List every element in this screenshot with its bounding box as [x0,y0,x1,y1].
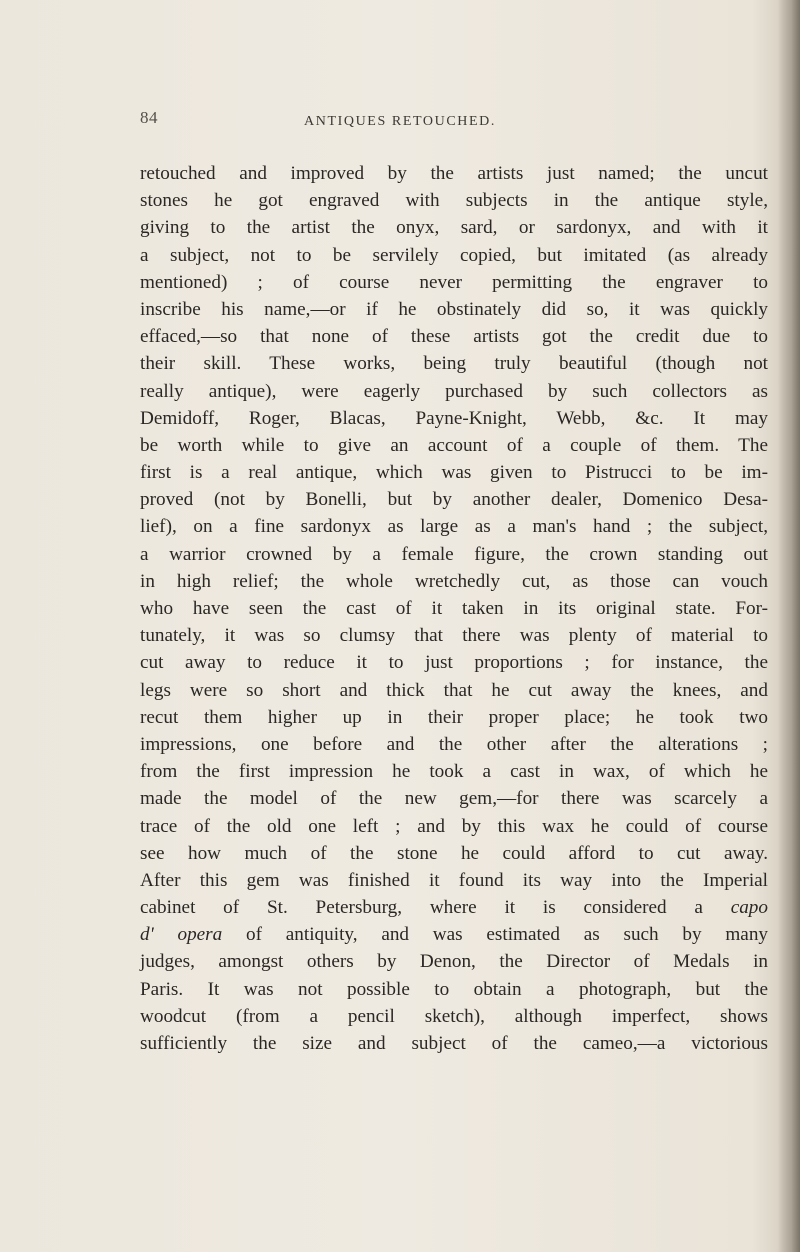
text-line: inscribe his name,—or if he obstinately did so, it was quickly [140,298,768,320]
text-line: Paris. It was not possible to obtain a photograph, but the [140,978,768,1000]
text-line: stones he got engraved with subjects in the antique style, [140,190,768,212]
text-line: their skill. These works, being truly beautiful (though not [140,353,768,375]
text-line: from the first impression he took a cast in wax, of which he [140,761,768,783]
running-head: ANTIQUES RETOUCHED. [304,114,496,129]
text-line: recut them higher up in their proper place; he took two [140,706,768,728]
text-line: After this gem was finished it found its way into the Imperial [140,869,768,891]
text-line: first is a real antique, which was given to Pistrucci to be im- [140,462,768,484]
text-line: proved (not by Bonelli, but by another dealer, Domenico Desa- [140,489,768,511]
text-line: a warrior crowned by a female figure, the crown standing out [140,543,768,565]
text-line: effaced,—so that none of these artists got the credit due to [140,326,768,348]
text-line: retouched and improved by the artists just named; the uncut [140,163,768,184]
text-line: mentioned) ; of course never permitting the engraver to [140,271,768,293]
text-line: Demidoff, Roger, Blacas, Payne-Knight, Webb, &c. It may [140,407,768,429]
text-line-with-italic [140,894,768,921]
text-line: judges, amongst others by Denon, the Director of Medals in [140,951,768,973]
italic-phrase: d' opera [140,924,223,946]
italic-phrase: capo [730,897,768,919]
text-line: trace of the old one left ; and by this wax he could of course [140,815,768,837]
text-line: a subject, not to be servilely copied, but imitated (as already [140,244,768,266]
text-line: tunately, it was so clumsy that there was plenty of material to [140,625,768,647]
line-text: of antiquity, and was estimated as such by many [246,924,769,946]
page-number: 84 [140,108,158,127]
text-line: cut away to reduce it to just proportions ; for instance, the [140,652,768,674]
body-text [140,160,768,1057]
line-text: cabinet of St. Petersburg, where it is considered a [140,897,703,919]
text-line: be worth while to give an account of a couple of them. The [140,434,768,456]
text-line: sufficiently the size and subject of the cameo,—a victorious [140,1033,768,1054]
text-line: who have seen the cast of it taken in its original state. For- [140,598,768,619]
text-line: made the model of the new gem,—for there was scarcely a [140,788,768,810]
text-line: lief), on a fine sardonyx as large as a man's hand ; the subject, [140,516,768,538]
page-header [0,108,800,138]
text-line: woodcut (from a pencil sketch), although imperfect, shows [140,1005,768,1027]
text-line: giving to the artist the onyx, sard, or sardonyx, and with it [140,217,768,239]
text-line: see how much of the stone he could afford to cut away. [140,842,768,864]
text-line: legs were so short and thick that he cut away the knees, and [140,679,768,701]
text-line: really antique), were eagerly purchased by such collectors as [140,380,768,402]
text-line: impressions, one before and the other after the alterations ; [140,733,768,755]
page-edge-shadow [778,0,800,1252]
text-line: in high relief; the whole wretchedly cut, as those can vouch [140,570,768,592]
text-line-with-italic [140,921,768,948]
